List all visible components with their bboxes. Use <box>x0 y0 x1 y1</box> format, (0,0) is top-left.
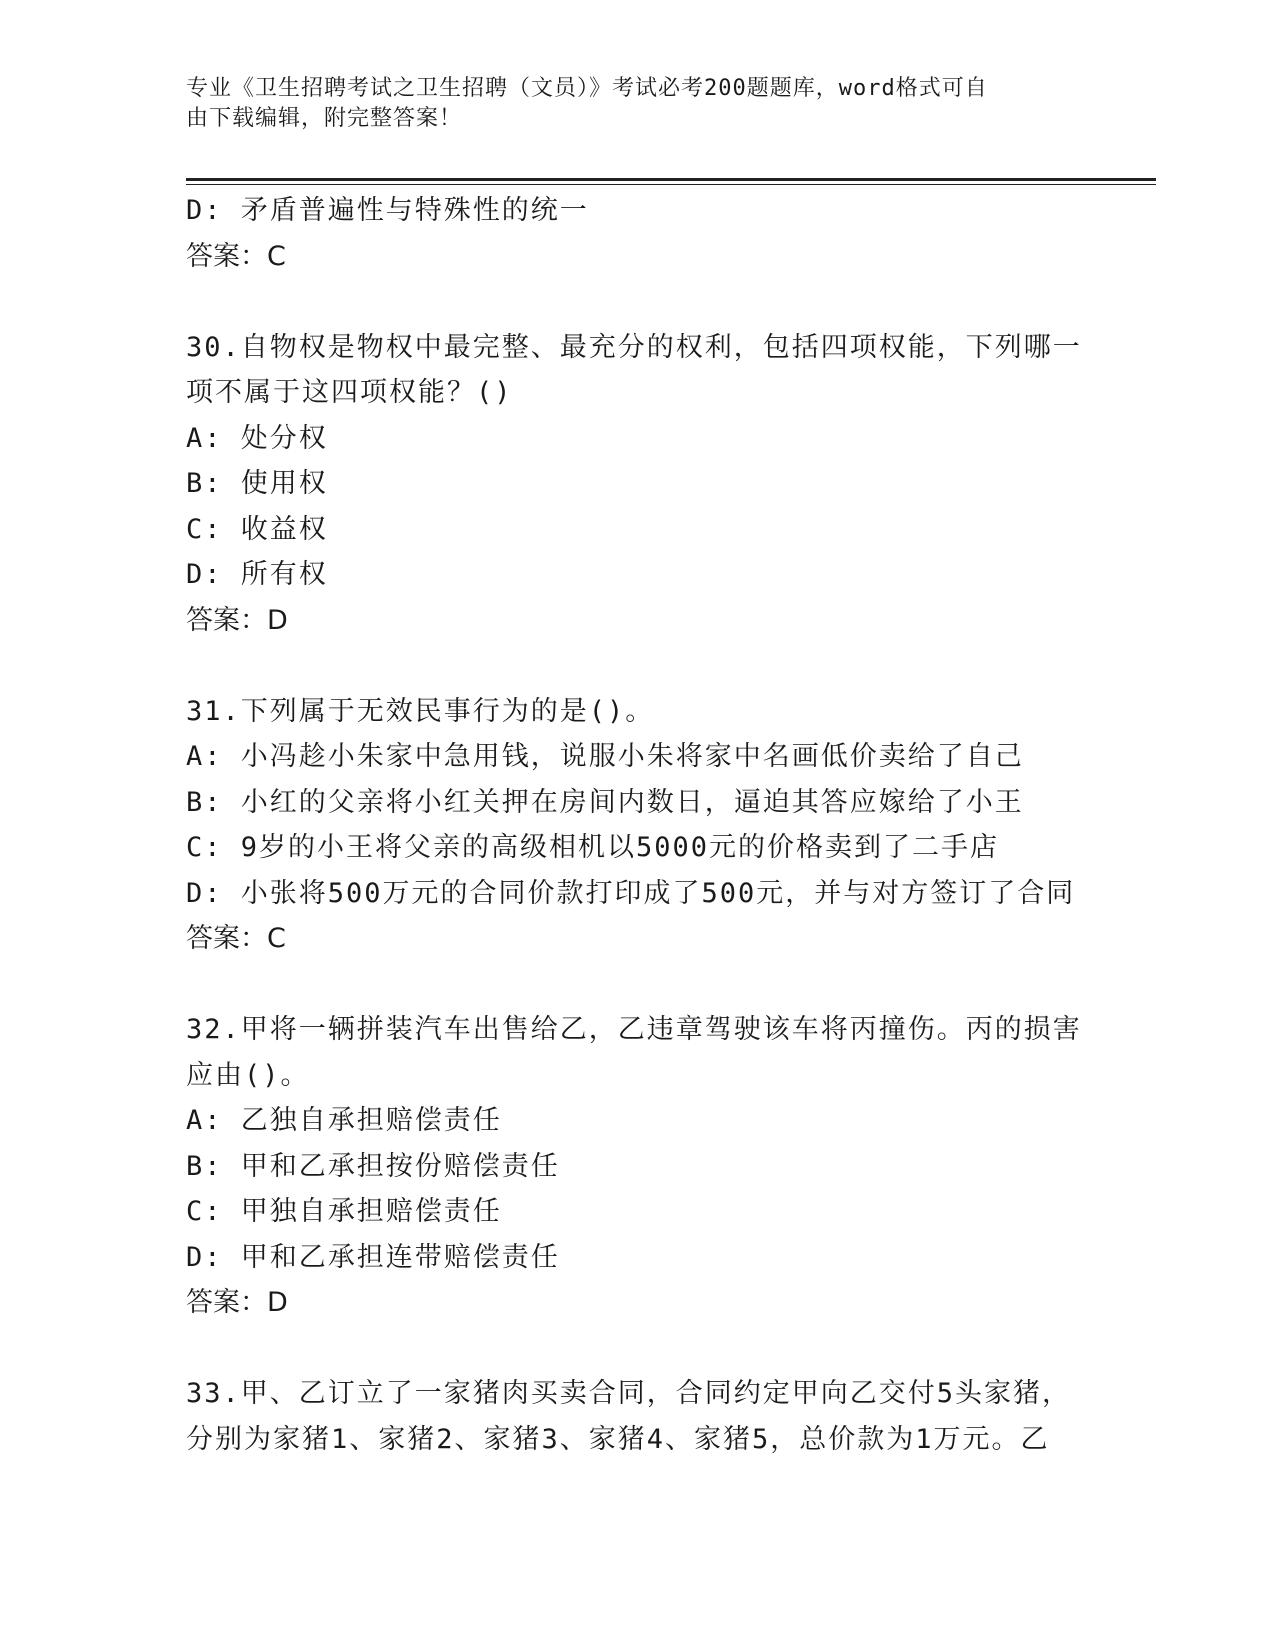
question-line: 31.下列属于无效民事行为的是()。 <box>186 695 655 727</box>
question-line: 30.自物权是物权中最完整、最充分的权利，包括四项权能，下列哪一 <box>186 331 1082 363</box>
spacer <box>186 643 1086 689</box>
question-content <box>186 188 1086 1462</box>
spacer <box>186 962 1086 1008</box>
option-line: A: 处分权 <box>186 422 328 454</box>
question-line: 项不属于这四项权能？() <box>186 377 513 408</box>
answer-line: 答案：D <box>186 604 288 636</box>
option-line: C: 甲独自承担赔偿责任 <box>186 1196 502 1227</box>
answer-line: 答案：C <box>186 240 286 272</box>
question-line: 分别为家猪1、家猪2、家猪3、家猪4、家猪5，总价款为1万元。乙 <box>186 1423 1050 1455</box>
option-line: B: 甲和乙承担按份赔偿责任 <box>186 1150 560 1182</box>
question-line: 32.甲将一辆拼装汽车出售给乙，乙违章驾驶该车将丙撞伤。丙的损害 <box>186 1014 1082 1045</box>
page-header <box>186 74 1066 134</box>
question-line: 33.甲、乙订立了一家猪肉买卖合同，合同约定甲向乙交付5头家猪， <box>186 1378 1072 1409</box>
header-line-2: 由下载编辑，附完整答案！ <box>186 106 463 131</box>
option-line: D: 所有权 <box>186 559 328 590</box>
option-line: B: 使用权 <box>186 468 328 499</box>
option-line: B: 小红的父亲将小红关押在房间内数日，逼迫其答应嫁给了小王 <box>186 786 1024 818</box>
option-line: D: 矛盾普遍性与特殊性的统一 <box>186 195 589 226</box>
spacer <box>186 279 1086 325</box>
answer-line: 答案：C <box>186 923 286 954</box>
option-line: A: 小冯趁小朱家中急用钱，说服小朱将家中名画低价卖给了自己 <box>186 741 1024 772</box>
spacer <box>186 1326 1086 1372</box>
header-line-1: 专业《卫生招聘考试之卫生招聘（文员）》考试必考200题题库，word格式可自 <box>186 76 988 101</box>
option-line: C: 9岁的小王将父亲的高级相机以5000元的价格卖到了二手店 <box>186 832 1000 863</box>
header-divider-thin <box>186 184 1156 185</box>
option-line: C: 收益权 <box>186 513 328 545</box>
answer-line: 答案：D <box>186 1287 288 1318</box>
question-line: 应由()。 <box>186 1059 310 1091</box>
option-line: A: 乙独自承担赔偿责任 <box>186 1105 502 1136</box>
option-line: D: 小张将500万元的合同价款打印成了500元，并与对方签订了合同 <box>186 877 1076 909</box>
header-divider-thick <box>186 178 1156 181</box>
option-line: D: 甲和乙承担连带赔偿责任 <box>186 1241 560 1273</box>
